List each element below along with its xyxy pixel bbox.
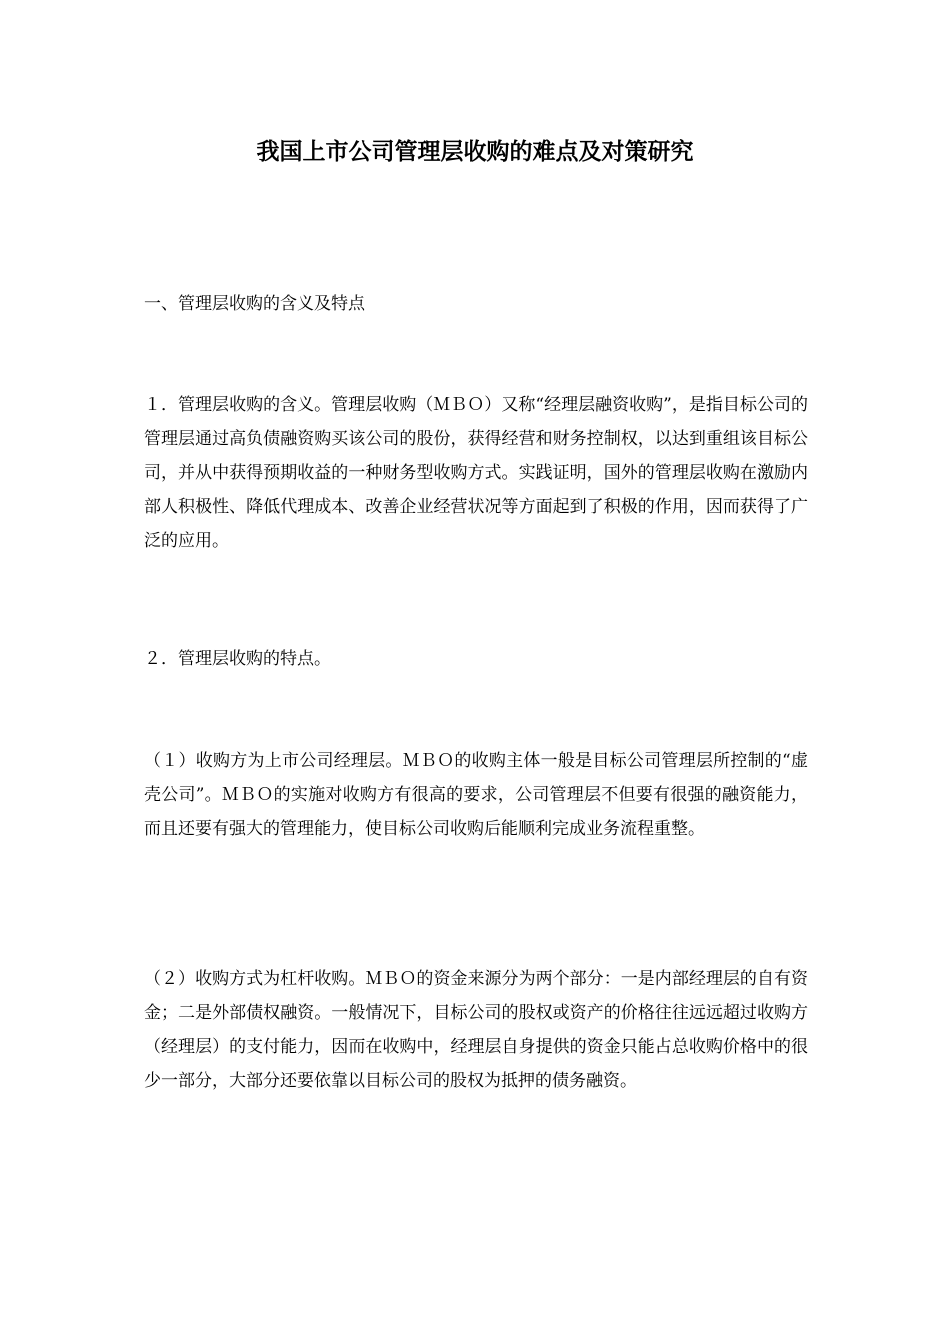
paragraph-mbo-definition: １．管理层收购的含义。管理层收购（ＭＢＯ）又称“经理层融资收购”，是指目标公司的管理层通过高负债融资购买该公司的股份，获得经营和财务控制权，以达到重组该目标公司，并从中获得预期收益的一种财务型收购方式。实践证明，国外的管理层收购在激励内部人积极性、降低代理成本、改善企业经营状况等方面起到了积极的作用，因而获得了广泛的应用。	[144, 395, 808, 551]
document-title: 我国上市公司管理层收购的难点及对策研究	[256, 138, 694, 165]
section-heading: 一、管理层收购的含义及特点	[144, 294, 365, 314]
paragraph-mbo-features-heading: ２．管理层收购的特点。	[144, 649, 331, 669]
paragraph-feature-leverage: （２）收购方式为杠杆收购。ＭＢＯ的资金来源分为两个部分：一是内部经理层的自有资金；二是外部债权融资。一般情况下，目标公司的股权或资产的价格往往远远超过收购方（经理层）的支付能力，因而在收购中，经理层自身提供的资金只能占总收购价格中的很少一部分，大部分还要依靠以目标公司的股权为抵押的债务融资。	[144, 969, 808, 1091]
paragraph-feature-acquirer: （１）收购方为上市公司经理层。ＭＢＯ的收购主体一般是目标公司管理层所控制的“虚壳公司”。ＭＢＯ的实施对收购方有很高的要求，公司管理层不但要有很强的融资能力，而且还要有强大的管理能力，使目标公司收购后能顺利完成业务流程重整。	[144, 751, 808, 839]
